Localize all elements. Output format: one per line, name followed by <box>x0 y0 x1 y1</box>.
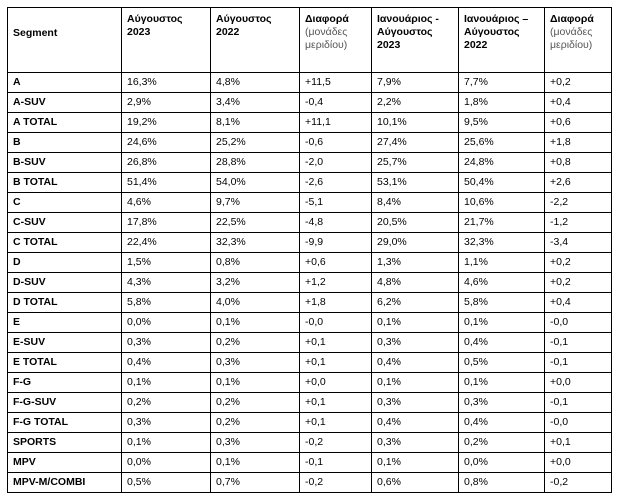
august-2022-cell: 8,1% <box>211 113 300 133</box>
header-difference-ytd-unit: (μονάδες μεριδίου) <box>550 26 593 51</box>
table-row <box>8 393 612 413</box>
august-2023-cell: 0,1% <box>122 433 211 453</box>
difference-ytd-cell: -0,1 <box>545 333 612 353</box>
jan-aug-2023-cell: 53,1% <box>372 173 459 193</box>
jan-aug-2023-cell: 8,4% <box>372 193 459 213</box>
jan-aug-2023-cell: 0,4% <box>372 353 459 373</box>
august-2022-cell: 4,8% <box>211 73 300 93</box>
segment-cell: B TOTAL <box>8 173 122 193</box>
jan-aug-2022-cell: 1,1% <box>459 253 545 273</box>
august-2023-cell: 22,4% <box>122 233 211 253</box>
difference-ytd-cell: +0,2 <box>545 273 612 293</box>
jan-aug-2022-cell: 21,7% <box>459 213 545 233</box>
august-2022-cell: 0,2% <box>211 393 300 413</box>
august-2022-cell: 4,0% <box>211 293 300 313</box>
august-2022-cell: 0,1% <box>211 313 300 333</box>
august-2023-cell: 0,3% <box>122 413 211 433</box>
difference-ytd-cell: -3,4 <box>545 233 612 253</box>
august-2022-cell: 0,3% <box>211 433 300 453</box>
difference-month-cell: +0,0 <box>300 373 372 393</box>
segment-cell: A-SUV <box>8 93 122 113</box>
difference-ytd-cell: +0,4 <box>545 293 612 313</box>
jan-aug-2022-cell: 0,4% <box>459 413 545 433</box>
header-difference-month <box>300 8 372 73</box>
august-2022-cell: 0,2% <box>211 413 300 433</box>
table-row <box>8 93 612 113</box>
august-2023-cell: 0,5% <box>122 473 211 493</box>
segment-cell: SPORTS <box>8 433 122 453</box>
difference-month-cell: -0,1 <box>300 453 372 473</box>
jan-aug-2022-cell: 7,7% <box>459 73 545 93</box>
august-2022-cell: 22,5% <box>211 213 300 233</box>
difference-month-cell: +0,1 <box>300 353 372 373</box>
difference-month-cell: -9,9 <box>300 233 372 253</box>
difference-ytd-cell: +0,0 <box>545 453 612 473</box>
difference-ytd-cell: +0,8 <box>545 153 612 173</box>
august-2023-cell: 51,4% <box>122 173 211 193</box>
jan-aug-2022-cell: 10,6% <box>459 193 545 213</box>
difference-month-cell: +1,8 <box>300 293 372 313</box>
segment-cell: E <box>8 313 122 333</box>
table-row <box>8 253 612 273</box>
august-2022-cell: 3,2% <box>211 273 300 293</box>
difference-ytd-cell: +1,8 <box>545 133 612 153</box>
table-row <box>8 433 612 453</box>
header-august-2023-label: Αύγουστος 2023 <box>127 13 183 38</box>
segment-cell: C <box>8 193 122 213</box>
jan-aug-2023-cell: 1,3% <box>372 253 459 273</box>
difference-ytd-cell: +0,0 <box>545 373 612 393</box>
august-2022-cell: 32,3% <box>211 233 300 253</box>
jan-aug-2023-cell: 25,7% <box>372 153 459 173</box>
august-2022-cell: 3,4% <box>211 93 300 113</box>
table-row <box>8 453 612 473</box>
difference-month-cell: +0,6 <box>300 253 372 273</box>
jan-aug-2023-cell: 0,1% <box>372 373 459 393</box>
jan-aug-2022-cell: 4,6% <box>459 273 545 293</box>
segment-cell: A <box>8 73 122 93</box>
segment-cell: F-G-SUV <box>8 393 122 413</box>
jan-aug-2023-cell: 0,4% <box>372 413 459 433</box>
table-row <box>8 293 612 313</box>
header-jan-aug-2023-label: Ιανουάριος - Αύγουστος 2023 <box>377 13 439 51</box>
difference-ytd-cell: +0,4 <box>545 93 612 113</box>
jan-aug-2022-cell: 25,6% <box>459 133 545 153</box>
jan-aug-2023-cell: 10,1% <box>372 113 459 133</box>
table-row <box>8 213 612 233</box>
segment-cell: F-G TOTAL <box>8 413 122 433</box>
august-2023-cell: 26,8% <box>122 153 211 173</box>
segment-cell: E TOTAL <box>8 353 122 373</box>
jan-aug-2022-cell: 32,3% <box>459 233 545 253</box>
difference-ytd-cell: -0,1 <box>545 393 612 413</box>
difference-month-cell: -0,2 <box>300 473 372 493</box>
table-header-row <box>8 8 612 73</box>
segment-cell: E-SUV <box>8 333 122 353</box>
jan-aug-2022-cell: 0,4% <box>459 333 545 353</box>
august-2022-cell: 54,0% <box>211 173 300 193</box>
segment-cell: MPV <box>8 453 122 473</box>
difference-ytd-cell: -0,2 <box>545 473 612 493</box>
difference-ytd-cell: -0,0 <box>545 313 612 333</box>
segment-cell: D TOTAL <box>8 293 122 313</box>
difference-month-cell: -2,0 <box>300 153 372 173</box>
august-2022-cell: 0,7% <box>211 473 300 493</box>
jan-aug-2023-cell: 20,5% <box>372 213 459 233</box>
jan-aug-2023-cell: 27,4% <box>372 133 459 153</box>
august-2023-cell: 0,0% <box>122 453 211 473</box>
jan-aug-2022-cell: 24,8% <box>459 153 545 173</box>
header-august-2023 <box>122 8 211 73</box>
header-jan-aug-2022 <box>459 8 545 73</box>
difference-month-cell: +0,1 <box>300 413 372 433</box>
table-row <box>8 113 612 133</box>
segment-cell: B <box>8 133 122 153</box>
difference-ytd-cell: +0,2 <box>545 73 612 93</box>
table-row <box>8 193 612 213</box>
august-2023-cell: 16,3% <box>122 73 211 93</box>
table-row <box>8 313 612 333</box>
difference-month-cell: -4,8 <box>300 213 372 233</box>
jan-aug-2023-cell: 0,3% <box>372 433 459 453</box>
august-2023-cell: 4,3% <box>122 273 211 293</box>
table-row <box>8 173 612 193</box>
segment-cell: F-G <box>8 373 122 393</box>
jan-aug-2023-cell: 0,1% <box>372 453 459 473</box>
table-row <box>8 133 612 153</box>
difference-ytd-cell: +0,2 <box>545 253 612 273</box>
difference-month-cell: +0,1 <box>300 333 372 353</box>
august-2023-cell: 24,6% <box>122 133 211 153</box>
difference-ytd-cell: -0,1 <box>545 353 612 373</box>
jan-aug-2023-cell: 6,2% <box>372 293 459 313</box>
august-2022-cell: 0,1% <box>211 453 300 473</box>
jan-aug-2022-cell: 0,3% <box>459 393 545 413</box>
august-2023-cell: 2,9% <box>122 93 211 113</box>
august-2022-cell: 0,8% <box>211 253 300 273</box>
segment-cell: C-SUV <box>8 213 122 233</box>
jan-aug-2022-cell: 0,1% <box>459 373 545 393</box>
jan-aug-2022-cell: 0,8% <box>459 473 545 493</box>
table-row <box>8 353 612 373</box>
header-difference-month-unit: (μονάδες μεριδίου) <box>305 26 348 51</box>
jan-aug-2022-cell: 5,8% <box>459 293 545 313</box>
difference-ytd-cell: +0,6 <box>545 113 612 133</box>
segment-cell: D-SUV <box>8 273 122 293</box>
august-2022-cell: 0,3% <box>211 353 300 373</box>
jan-aug-2023-cell: 0,3% <box>372 333 459 353</box>
table-row <box>8 413 612 433</box>
august-2022-cell: 28,8% <box>211 153 300 173</box>
august-2022-cell: 9,7% <box>211 193 300 213</box>
jan-aug-2022-cell: 0,5% <box>459 353 545 373</box>
segment-cell: C TOTAL <box>8 233 122 253</box>
header-jan-aug-2023 <box>372 8 459 73</box>
table-row <box>8 373 612 393</box>
difference-month-cell: +0,1 <box>300 393 372 413</box>
jan-aug-2022-cell: 0,1% <box>459 313 545 333</box>
difference-month-cell: -0,4 <box>300 93 372 113</box>
august-2023-cell: 0,0% <box>122 313 211 333</box>
segment-share-table-container <box>7 7 612 493</box>
segment-cell: B-SUV <box>8 153 122 173</box>
august-2023-cell: 5,8% <box>122 293 211 313</box>
jan-aug-2023-cell: 7,9% <box>372 73 459 93</box>
segment-cell: MPV-M/COMBI <box>8 473 122 493</box>
august-2022-cell: 25,2% <box>211 133 300 153</box>
header-jan-aug-2022-label: Ιανουάριος – Αύγουστος 2022 <box>464 13 529 51</box>
difference-ytd-cell: +2,6 <box>545 173 612 193</box>
jan-aug-2023-cell: 2,2% <box>372 93 459 113</box>
table-row <box>8 473 612 493</box>
difference-month-cell: +1,2 <box>300 273 372 293</box>
jan-aug-2022-cell: 9,5% <box>459 113 545 133</box>
jan-aug-2022-cell: 50,4% <box>459 173 545 193</box>
jan-aug-2022-cell: 0,2% <box>459 433 545 453</box>
august-2023-cell: 0,2% <box>122 393 211 413</box>
difference-month-cell: -5,1 <box>300 193 372 213</box>
jan-aug-2023-cell: 0,3% <box>372 393 459 413</box>
header-difference-ytd <box>545 8 612 73</box>
difference-month-cell: +11,5 <box>300 73 372 93</box>
difference-ytd-cell: -0,0 <box>545 413 612 433</box>
difference-ytd-cell: -2,2 <box>545 193 612 213</box>
header-august-2022-label: Αύγουστος 2022 <box>216 13 272 38</box>
difference-ytd-cell: -1,2 <box>545 213 612 233</box>
table-row <box>8 73 612 93</box>
jan-aug-2022-cell: 1,8% <box>459 93 545 113</box>
difference-month-cell: -0,0 <box>300 313 372 333</box>
august-2023-cell: 0,4% <box>122 353 211 373</box>
header-difference-month-title: Διαφορά <box>305 13 349 25</box>
august-2022-cell: 0,2% <box>211 333 300 353</box>
difference-month-cell: -2,6 <box>300 173 372 193</box>
jan-aug-2023-cell: 0,6% <box>372 473 459 493</box>
table-row <box>8 273 612 293</box>
segment-cell: D <box>8 253 122 273</box>
header-august-2022 <box>211 8 300 73</box>
segment-cell: A TOTAL <box>8 113 122 133</box>
jan-aug-2023-cell: 0,1% <box>372 313 459 333</box>
jan-aug-2023-cell: 29,0% <box>372 233 459 253</box>
table-row <box>8 333 612 353</box>
jan-aug-2022-cell: 0,0% <box>459 453 545 473</box>
august-2023-cell: 19,2% <box>122 113 211 133</box>
difference-month-cell: -0,2 <box>300 433 372 453</box>
difference-ytd-cell: +0,1 <box>545 433 612 453</box>
header-difference-ytd-title: Διαφορά <box>550 13 594 25</box>
august-2023-cell: 0,3% <box>122 333 211 353</box>
difference-month-cell: +11,1 <box>300 113 372 133</box>
segment-share-table <box>7 7 612 493</box>
august-2023-cell: 4,6% <box>122 193 211 213</box>
table-row <box>8 153 612 173</box>
header-segment: Segment <box>8 8 122 73</box>
table-row <box>8 233 612 253</box>
august-2022-cell: 0,1% <box>211 373 300 393</box>
table-body <box>8 73 612 493</box>
difference-month-cell: -0,6 <box>300 133 372 153</box>
august-2023-cell: 0,1% <box>122 373 211 393</box>
jan-aug-2023-cell: 4,8% <box>372 273 459 293</box>
august-2023-cell: 17,8% <box>122 213 211 233</box>
august-2023-cell: 1,5% <box>122 253 211 273</box>
